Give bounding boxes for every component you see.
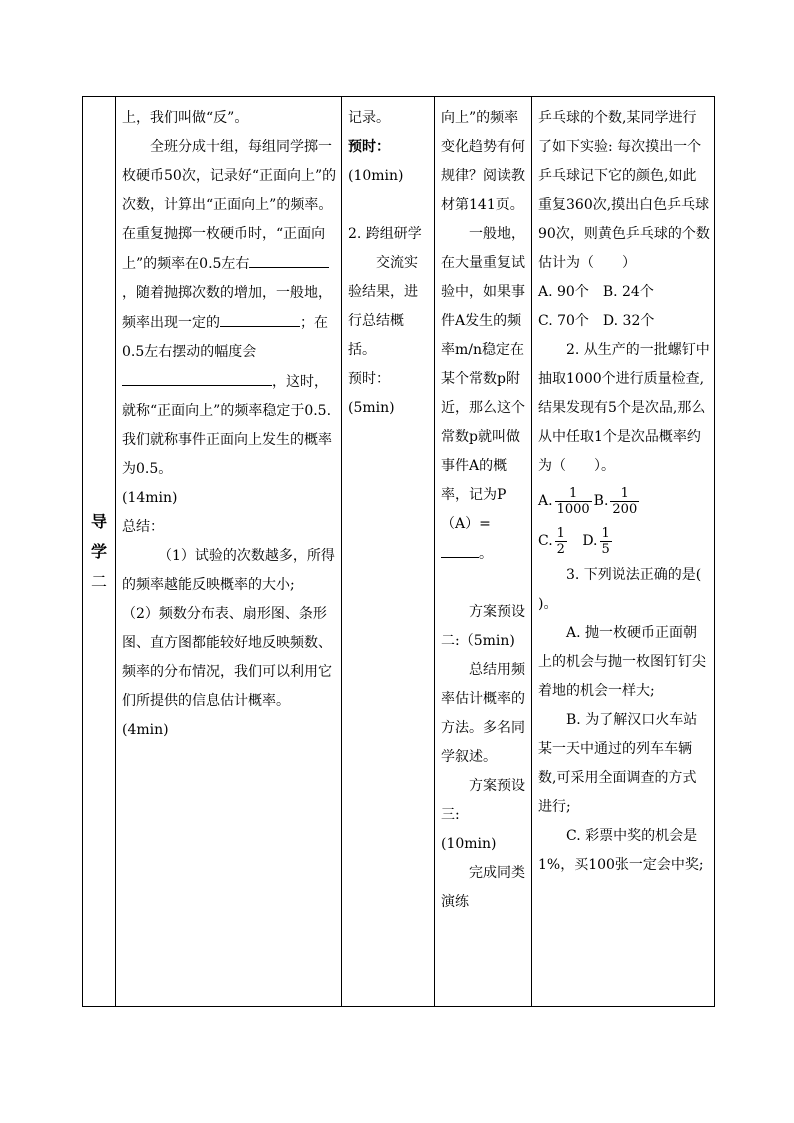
section-label-char: 导	[90, 511, 107, 531]
section-label-char: 学	[90, 541, 107, 561]
summary-heading: 总结：	[122, 519, 164, 535]
plan-text: 完成同类演练	[441, 865, 525, 910]
time-note: (10min)	[348, 168, 404, 184]
time-label: 预时：	[348, 139, 390, 155]
time-note: (5min)	[348, 400, 395, 416]
question-3: 3. 下列说法正确的是( )。	[538, 567, 730, 612]
experiment-paragraph: 全班分成十组，每组同学掷一枚硬币50次，记录好“正面向上”的次数，计算出“正面向上”的频率。 在重复抛掷一枚硬币时，“正面向上”的频率在0.5左右，随着抛掷次数的增加，一般地，频率出现一定的 ；在0.5左右摆动的幅度会，这时，就称“正面向上”的频率稳定于0.5. 我们就称事件正面向上发生的概率为0.5。	[122, 139, 337, 477]
section-label-cell	[83, 97, 116, 1007]
fill-blank[interactable]	[220, 308, 300, 327]
fill-blank[interactable]	[122, 367, 272, 386]
activity-heading: 2. 跨组研学	[348, 226, 422, 242]
question-options: A. $\frac{1}{1000}$ B. $\frac{1}{200}$	[538, 485, 638, 517]
question-option: A. 抛一枚硬币正面朝上的机会与抛一枚图钉钉尖着地的机会一样大;	[538, 625, 706, 699]
question-options: C. $\frac{1}{2}$ D. $\frac{1}{5}$	[538, 525, 610, 557]
question-option: C. 彩票中奖的机会是1%，买100张一定会中奖;	[538, 828, 704, 873]
exercise-cell	[532, 97, 730, 1007]
fill-blank[interactable]	[441, 539, 479, 558]
plan-text: 总结用频率估计概率的方法。多名同学叙述。	[441, 662, 525, 765]
content-line: 上，我们叫做“反”。	[122, 110, 249, 126]
time-note: (10min)	[441, 836, 497, 852]
lesson-table	[82, 96, 730, 1007]
definition-paragraph: 一般地，在大量重复试验中，如果事件A发生的频率m/n稳定在某个常数p附近，那么这个常数p就叫做事件A的概率，记为P（A）=。	[441, 226, 525, 562]
summary-point: （2）频数分布表、扇形图、条形图、直方图都能较好地反映频数、频率的分布情况，我们可以利用它们所提供的信息估计概率。	[122, 606, 332, 709]
activity-text: 交流实验结果，进行总结概括。	[348, 255, 418, 358]
plan-text: 向上”的频率变化趋势有何规律？阅读教材第141页。	[441, 110, 525, 213]
question-options: C. 70个 D. 32个	[538, 313, 655, 329]
question-option: B. 为了解汉口火车站某一天中通过的列车车辆数,可采用全面调查的方式进行;	[538, 712, 698, 815]
section-label-char: 二	[90, 571, 107, 591]
question-1: 乒乓球的个数,某同学进行了如下实验: 每次摸出一个乒乓球记下它的颜色,如此重复360次,摸出白色乒乓球90次，则黄色乒乓球的个数估计为（ ）	[538, 110, 710, 271]
time-label: 预时：	[348, 371, 390, 387]
time-note: (14min)	[122, 490, 178, 506]
teaching-content-cell	[116, 97, 342, 1007]
fraction: $\frac{1}{200}$	[612, 485, 638, 517]
plan-heading: 方案预设三:	[441, 778, 525, 823]
fraction: $\frac{1}{5}$	[601, 525, 610, 557]
plan-cell	[435, 97, 532, 1007]
summary-point: （1）试验的次数越多，所得的频率越能反映概率的大小;	[122, 548, 335, 593]
fraction: $\frac{1}{1000}$	[556, 485, 590, 517]
plan-heading: 方案预设二:（5min)	[441, 604, 525, 649]
question-options: A. 90个 B. 24个	[538, 284, 654, 300]
activity-line: 记录。	[348, 110, 390, 126]
fill-blank[interactable]	[249, 249, 329, 268]
time-note: (4min)	[122, 722, 169, 738]
question-2: 2. 从生产的一批螺钉中抽取1000个进行质量检查,结果发现有5个是次品,那么从中任取1个是次品概率约为（ ）。	[538, 342, 710, 474]
student-activity-cell	[342, 97, 435, 1007]
fraction: $\frac{1}{2}$	[556, 525, 565, 557]
